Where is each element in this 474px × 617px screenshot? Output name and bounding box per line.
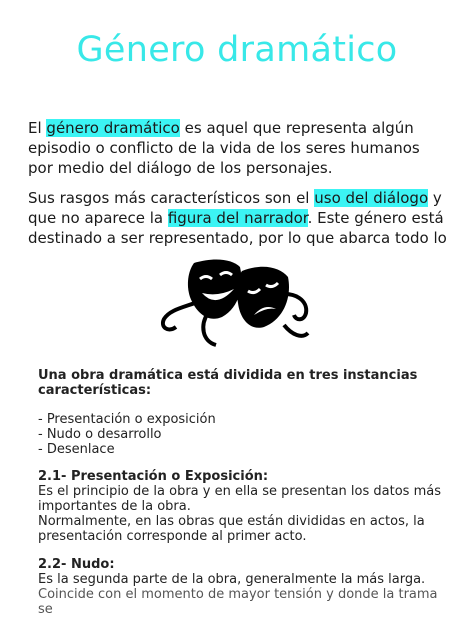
section-2-1-text-2: Normalmente, en las obras que están divididas en actos, la presentación corresponde al primer acto. <box>38 514 425 544</box>
traits-paragraph <box>28 188 448 248</box>
intro-paragraph <box>28 118 448 178</box>
traits-text-b: y que no aparece la <box>28 189 442 227</box>
list-item-nudo: - Nudo o desarrollo <box>38 427 162 442</box>
list-item-presentacion: - Presentación o exposición <box>38 412 216 427</box>
section-2-1-text-1: Es el principio de la obra y en ella se presentan los datos más importantes de la obra. <box>38 484 441 514</box>
structure-section <box>38 368 448 617</box>
theater-masks-icon <box>156 255 322 353</box>
section-2-2-text-1: Es la segunda parte de la obra, generalmente la más larga. <box>38 572 426 587</box>
highlight-figura-narrador: figura del narrador <box>167 209 308 227</box>
traits-text-a: Sus rasgos más característicos son el <box>28 189 315 207</box>
intro-text-after: es aquel que representa algún episodio o conflicto de la vida de los seres humanos por medio del diálogo de los personajes. <box>28 119 420 177</box>
structure-heading: Una obra dramática está dividida en tres instancias características: <box>38 368 418 398</box>
intro-text-before: El <box>28 119 47 137</box>
highlight-genero-dramatico: género dramático <box>46 119 180 137</box>
list-item-desenlace: - Desenlace <box>38 442 115 457</box>
section-2-2-title: 2.2- Nudo: <box>38 557 115 572</box>
section-2-1-title: 2.1- Presentación o Exposición: <box>38 469 269 484</box>
page-title: Género dramático <box>76 30 398 70</box>
section-2-2-text-2: Coincide con el momento de mayor tensión y donde la trama se <box>38 587 438 617</box>
highlight-uso-dialogo: uso del diálogo <box>314 189 429 207</box>
traits-text-c: . Este género está destinado a ser representado, por lo que abarca todo lo <box>28 209 447 247</box>
